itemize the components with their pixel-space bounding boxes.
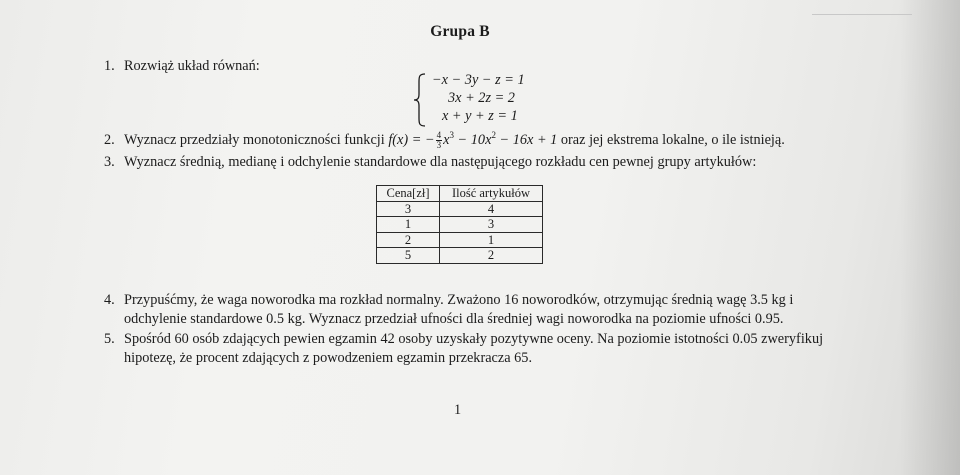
left-brace-icon <box>412 73 428 127</box>
fraction-numerator: 4 <box>436 130 442 141</box>
function-lhs: f(x) = − <box>388 132 435 148</box>
question-text-end: oraz jej ekstrema lokalne, o ile istnieją. <box>557 132 785 148</box>
table-cell: 1 <box>440 232 543 248</box>
table-cell: 2 <box>377 232 440 248</box>
question-4-line-2: odchylenie standardowe 0.5 kg. Wyznacz przedział ufności dla średniej wagi noworodka na poziomie ufności 0.95. <box>124 311 784 327</box>
question-number: 2. <box>104 132 115 148</box>
question-text-line-1: Przypuśćmy, że waga noworodka ma rozkład normalny. Zważono 16 noworodków, otrzymując średnią wagę 3.5 kg i <box>124 292 794 308</box>
table-cell: 3 <box>377 201 440 217</box>
question-text: Rozwiąż układ równań: <box>124 58 260 74</box>
equation-2: 3x + 2z = 2 <box>448 90 515 106</box>
question-4 <box>104 291 793 310</box>
question-number: 4. <box>104 292 115 308</box>
function-term-2: − 10x <box>453 132 492 148</box>
table-cell: 5 <box>377 248 440 264</box>
question-text: Wyznacz średnią, medianę i odchylenie standardowe dla następującego rozkładu cen pewnej grupy artykułów: <box>124 154 757 170</box>
column-header-count: Ilość artykułów <box>440 186 543 202</box>
equation-system <box>412 73 552 127</box>
column-header-price: Cena[zł] <box>377 186 440 202</box>
table-cell: 2 <box>440 248 543 264</box>
table-cell: 3 <box>440 217 543 233</box>
question-number: 5. <box>104 331 115 347</box>
question-number: 1. <box>104 58 115 74</box>
question-5-line-2: hipotezę, że procent zdających z powodzeniem egzamin przekracza 65. <box>124 350 533 366</box>
question-3 <box>104 153 756 172</box>
question-text-line-1: Spośród 60 osób zdających pewien egzamin 42 osoby uzyskały pozytywne oceny. Na poziomie istotności 0.05 zweryfikuj <box>124 331 824 347</box>
page-title: Grupa B <box>430 23 490 40</box>
question-2 <box>104 131 785 150</box>
exponent-3: 3 <box>449 130 454 140</box>
top-rule <box>812 14 912 15</box>
table-cell: 4 <box>440 201 543 217</box>
question-1 <box>104 57 260 76</box>
question-number: 3. <box>104 154 115 170</box>
table-row <box>377 217 543 233</box>
fraction <box>436 131 443 150</box>
table-row <box>377 248 543 264</box>
page-number: 1 <box>454 402 462 418</box>
function-term-3: − 16x + 1 <box>495 132 558 148</box>
exponent-2: 2 <box>491 130 496 140</box>
equation-3: x + y + z = 1 <box>442 108 518 124</box>
table-header-row <box>377 186 543 202</box>
question-5 <box>104 330 823 349</box>
table-row <box>377 232 543 248</box>
price-table <box>376 185 543 264</box>
table-row <box>377 201 543 217</box>
equation-1: −x − 3y − z = 1 <box>432 72 525 88</box>
table-cell: 1 <box>377 217 440 233</box>
question-text: Wyznacz przedziały monotoniczności funkcji <box>124 132 389 148</box>
fraction-denominator: 3 <box>436 140 442 151</box>
function-term-x: x <box>443 132 450 148</box>
scan-shadow <box>900 0 960 475</box>
